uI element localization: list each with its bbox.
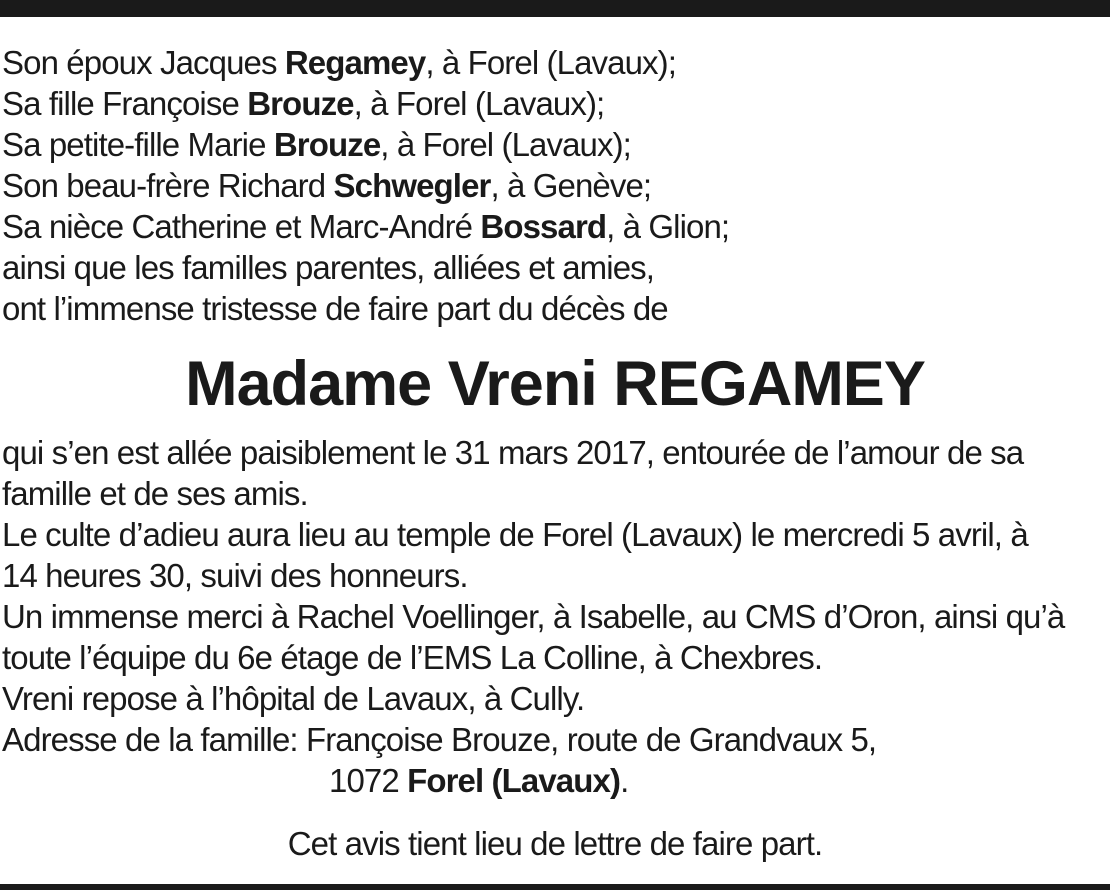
relative-line: Sa petite-fille Marie Brouze, à Forel (Lavaux); bbox=[2, 126, 631, 163]
relative-line: Sa fille Françoise Brouze, à Forel (Lavaux); bbox=[2, 85, 605, 122]
relative-surname: Brouze bbox=[247, 85, 354, 122]
body-line: Le culte d’adieu aura lieu au temple de Forel (Lavaux) le mercredi 5 avril, à bbox=[2, 516, 1028, 553]
intro-line: ainsi que les familles parentes, alliées et amies, bbox=[2, 249, 655, 286]
body-line: toute l’équipe du 6e étage de l’EMS La Colline, à Chexbres. bbox=[2, 639, 823, 676]
relative-surname: Bossard bbox=[480, 208, 607, 245]
intro-line: ont l’immense tristesse de faire part du décès de bbox=[2, 290, 668, 327]
body-line: qui s’en est allée paisiblement le 31 mars 2017, entourée de l’amour de sa bbox=[2, 434, 1024, 471]
deceased-name-heading: Madame Vreni REGAMEY bbox=[185, 349, 925, 419]
bottom-border-rule bbox=[0, 884, 1110, 890]
relative-line: Son époux Jacques Regamey, à Forel (Lavaux); bbox=[2, 44, 676, 81]
body-line: Vreni repose à l’hôpital de Lavaux, à Cully. bbox=[2, 680, 585, 717]
relative-surname: Schwegler bbox=[333, 167, 491, 204]
address-city: Forel (Lavaux) bbox=[407, 762, 621, 799]
closing-note: Cet avis tient lieu de lettre de faire part. bbox=[287, 825, 823, 862]
relative-line: Son beau-frère Richard Schwegler, à Genève; bbox=[2, 167, 652, 204]
top-border-rule bbox=[0, 0, 1110, 17]
body-line: famille et de ses amis. bbox=[2, 475, 308, 512]
body-line: Un immense merci à Rachel Voellinger, à Isabelle, au CMS d’Oron, ainsi qu’à bbox=[2, 598, 1065, 635]
relative-surname: Regamey bbox=[284, 44, 426, 81]
body-line: 14 heures 30, suivi des honneurs. bbox=[2, 557, 468, 594]
relative-line: Sa nièce Catherine et Marc-André Bossard, à Glion; bbox=[2, 208, 730, 245]
address-postcode: 1072 bbox=[329, 762, 408, 799]
body-line: Adresse de la famille: Françoise Brouze, route de Grandvaux 5, bbox=[2, 721, 877, 758]
relative-surname: Brouze bbox=[273, 126, 381, 163]
address-line: 1072 Forel (Lavaux). bbox=[329, 762, 629, 799]
